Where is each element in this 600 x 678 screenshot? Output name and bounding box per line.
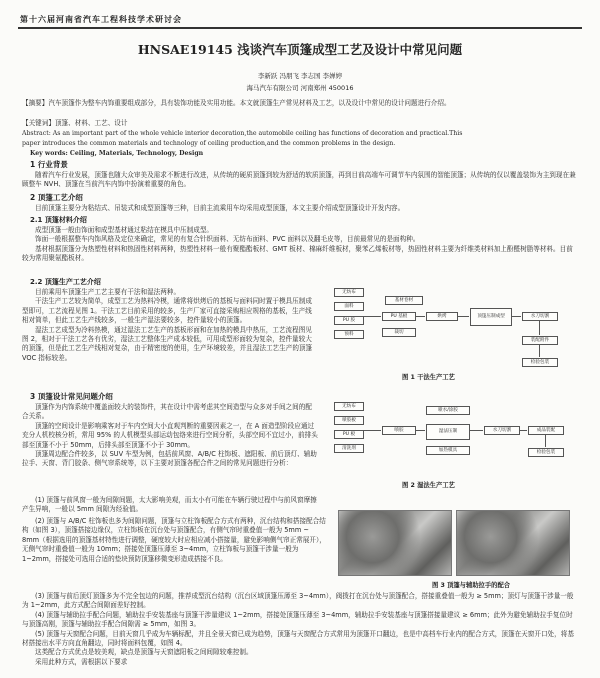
fig1-line (457, 316, 469, 317)
abstract-en-2: paper introduces the common materials and technology of ceiling production,and the common problems in the design. (22, 140, 396, 147)
section-3-p2: 顶篷的空间设计是影响乘客对于车内空间大小直观判断的重要因素之一，在 A 面造型阶段应通过充分人机校核分析，常用 95% 的人机模型头部运动包络来进行空间分析，头部空间不宜过小，前排头部至顶篷不小于 50mm，后排头部至顶篷不小于 30mm。 (22, 421, 318, 449)
page-header: 第十六届河南省汽车工程科技学术研讨会 (20, 15, 182, 24)
fig2-asm: 成品装配 (528, 426, 564, 435)
fig1-top: 基材卷材 (385, 296, 423, 305)
section-3-p9: 这类配合方式优点是较美观，缺点是顶篷与天窗遮阳板之间间隙较难控制。 (35, 648, 253, 657)
keywords-cn: 【关键词】顶篷、材料、工艺、设计 (22, 119, 128, 127)
fig2-lam: 湿法压制 (426, 424, 470, 440)
section-3-p5: (2) 顶篷与 A/B/C 柱饰板也多为间隙问题，顶篷与立柱饰板配合方式有两种，沉台结构和搭接配合结构（如图 3），顶篷搭接边缘仅，立柱饰板在沉台处与顶篷配合，有侧气帘时重叠值一般为 5mm ~ 8mm（根据选用的顶篷基材特性进行调整，硬度较大时应相应减小搭接量，避免影响侧气帘正常展开），无侧气帘时重叠值一般为 10mm；搭接处顶篷压薄至 3~4mm，立柱饰板与顶篷干涉量一般为 1~2mm，搭接处可选用合适的垫块预防顶篷移微变形造成搭接不良。 (22, 517, 326, 563)
fig2-line (415, 430, 425, 431)
section-3-item-2 (22, 517, 328, 564)
section-2-heading: 2 顶篷工艺介绍 (30, 193, 83, 202)
section-1-text: 随着汽车行业发展，顶篷也随大众审美及需求不断进行改进，从传统的硬质顶篷到较为舒适的软质顶篷，再到目前高端车可调节车内氛围的智能顶篷；从传统的仅以覆盖装饰为主到现在兼顾整车 NVH、顶篷在当前汽车内饰中扮演着重要的角色。 (22, 171, 576, 189)
fig2-mid: 喷胶 (382, 426, 416, 435)
section-2-2-heading: 2.2 顶篷生产工艺介绍 (30, 278, 101, 286)
section-3-p1: 顶篷作为内饰系统中覆盖面较大的装饰件，其在设计中需考虑其空间造型与众多对手间之间的配合关系。 (22, 403, 312, 421)
fig2-left-3: 清洗剂 (334, 444, 364, 453)
section-3-p8: (5) 顶篷与天窗配合问题，目前天窗几乎成为车辆标配，并且全景天窗已成为趋势，顶篷与天窗配合方式常用为顶篷开口翻边，也是中高档车行业内的配合方式，顶篷在天窗开口处，将基材搭接出水平方向直角翻边，同时将面料包覆，如图 4。 (22, 629, 574, 648)
section-2-1-p1: 成型顶篷一般由饰面和成型基材通过粘结在模具中压制成型。 (35, 226, 214, 234)
section-3-heading: 3 顶篷设计常见问题介绍 (30, 392, 113, 401)
section-2-2-p2: 干法生产工艺较为简单，成型工艺为热料冷模，通常将烘烤后的基板与面料同时置于模具压制成型即可，工艺流程见图 1。干法工艺目前采用的较多，生产厂家可直接采购相应规格的基板，生产线相对简单，但此工艺生产线较多，一般生产湿法要较多，控件量较小的顶篷。 (22, 297, 312, 325)
section-3-p6: (3) 顶篷与前后顶灯顶篷多为不完全包边的问题，推荐成型沉台结构（沉台区域顶篷压薄至 3~4mm），阀拨打在沉台处与顶篷配合，搭接重叠值一般为 ≥ 5mm；顶灯与顶篷干涉量一般为 1~2mm，此方式配合间隙面差好控制。 (22, 592, 574, 610)
fig1-asm: 装配附件 (522, 336, 558, 345)
section-2-1-body (22, 226, 578, 264)
paper-title: HNSAE19145 浅谈汽车顶篷成型工艺及设计中常见问题 (137, 42, 463, 57)
fig3-photo-right (456, 510, 570, 576)
keywords-en: Key words: Ceiling, Materials, Technology, Design (30, 150, 204, 157)
section-3-item-1 (22, 496, 318, 515)
fig2-left-0: 无纺布 (334, 402, 364, 411)
fig1-cut: 裁切 (382, 328, 416, 337)
fig2-end: 检验包装 (528, 448, 564, 457)
fig1-end: 检验包装 (522, 358, 558, 367)
fig1-line (539, 345, 540, 357)
fig2-left-2: PU 板 (334, 430, 364, 439)
abstract-cn: 【摘要】汽车顶篷作为整车内饰重要组成部分，具有装饰功能及实用功能。本文就顶篷生产常见材料及工艺，以及设计中常见的设计问题进行介绍。 (22, 99, 451, 107)
fig2-line (469, 430, 483, 431)
fig2-left-1: 喷胶板 (334, 416, 364, 425)
section-3-p4: (1) 顶篷与前风窗一般为间隙间题，太大影响美观，而太小有可能在车辆行驶过程中与前风窗摩擦产生异响，一般以 5mm 间隙为经验值。 (22, 496, 317, 514)
fig1-lam: 顶篷压制成型 (470, 308, 512, 326)
fig1-line (415, 316, 425, 317)
fig1-caption: 图 1 干法生产工艺 (402, 374, 455, 381)
section-2-intro-text: 目前顶篷主要分为粘结式、吊装式和成型顶篷等三种，目前主流乘用车均采用成型顶篷，本文主要介绍成型顶篷设计开发内容。 (35, 204, 405, 212)
figure-1 (330, 286, 580, 386)
affiliation: 海马汽车有限公司 河南郑州 450016 (246, 84, 354, 92)
header-rule (18, 27, 582, 29)
section-3-p3: 顶篷周边配合件较多，以 SUV 车型为例，包括前风窗、A/B/C 柱饰板、遮阳板、前后顶灯、辅助拉手、天窗、背门胶条、侧气帘系统等，以下主要对顶篷各配合件之间的常见问题进行分析： (22, 450, 317, 468)
fig1-mid: PU 基板 (382, 312, 416, 321)
fig1-left-0: 无纺布 (334, 288, 364, 297)
section-2-2-p1: 目前乘用车顶篷生产工艺主要有干法和湿法两种。 (35, 288, 181, 296)
figure-3 (332, 510, 580, 590)
fig1-line (363, 316, 381, 317)
fig2-line (545, 435, 546, 447)
fig2-line (519, 430, 527, 431)
section-2-intro (22, 204, 578, 213)
section-3-items-rest (22, 592, 578, 667)
section-1-heading: 1 行业背景 (30, 160, 68, 169)
section-2-2-body (22, 288, 318, 363)
section-1-body (22, 171, 578, 190)
section-3-intro (22, 403, 318, 469)
fig1-heat: 烘烤 (426, 312, 458, 321)
fig2-line (363, 430, 381, 431)
section-2-2-p3: 湿法工艺成型为冷料热模，通过湿法工艺生产的基板形面和在加热的模具中热压，工艺流程图见图 2，相对于干法工艺各有优劣，湿法工艺整体生产成本较低，可用成型形面较为复杂，控件量较大的顶篷，但是此工艺生产线相对复杂，由于精密度的使用，生产环境较差，并且湿法工艺生产的顶篷 VOC 指标较差。 (22, 325, 313, 362)
fig1-left-2: PU 胶 (334, 316, 364, 325)
fig1-line (511, 316, 521, 317)
section-3-p10: 采用此种方式，需根据以下要求 (35, 657, 128, 666)
fig2-top: 喷水/涂胶 (426, 406, 470, 415)
figure-2 (330, 398, 580, 498)
fig1-line (539, 321, 540, 335)
fig3-caption: 图 3 顶篷与辅助拉手的配合 (432, 582, 511, 589)
abstract-en-1: Abstract: As an important part of the whole vehicle interior decoration,the automobile ceiling has functions of decoration and practical.This (22, 130, 463, 137)
fig1-trim: 水刀切割 (522, 312, 558, 321)
fig1-left-1: 面料 (334, 302, 364, 311)
section-2-1-p2: 饰面一般根据整车内饰风格及定位来确定，常见的有复合针织面料、无纺布面料、PVC 面料以及翻毛皮等，目前最常见的是面构种。 (35, 235, 420, 244)
section-2-1-heading: 2.1 顶篷材料介绍 (30, 216, 87, 224)
fig2-trim: 水刀切割 (484, 426, 520, 435)
section-3-p7: (4) 顶篷与辅助拉手配合问题，辅助拉手安装基座与顶篷干涉量建议 1~2mm，搭接处顶篷压薄至 3~4mm，辅助拉手安装基座与顶篷搭接量建议 ≥ 6mm；此外为避免辅助拉手复位时与顶篷高刚，顶篷与辅助拉手配合间隙需 ≥ 5mm，如图 3。 (22, 610, 573, 629)
fig1-left-3: 预料 (334, 330, 364, 339)
fig3-photo-left (338, 510, 452, 576)
fig2-caption: 图 2 湿法生产工艺 (402, 482, 455, 489)
fig2-side: 加热模具 (426, 446, 470, 455)
section-2-1-p3: 基材根据顶篷分为热塑性材料和热固性材料两种，热塑性材料一般有聚酯酯板材、GMT 板材、棉麻纤维板材，聚苯乙烯板材等，热固性材料主要为纤维类材料加上酚醛树脂等材料。目前较为常用聚氨酯板材。 (22, 244, 573, 263)
authors: 李新跃 冯朋飞 李志国 李婵婷 (257, 72, 343, 80)
